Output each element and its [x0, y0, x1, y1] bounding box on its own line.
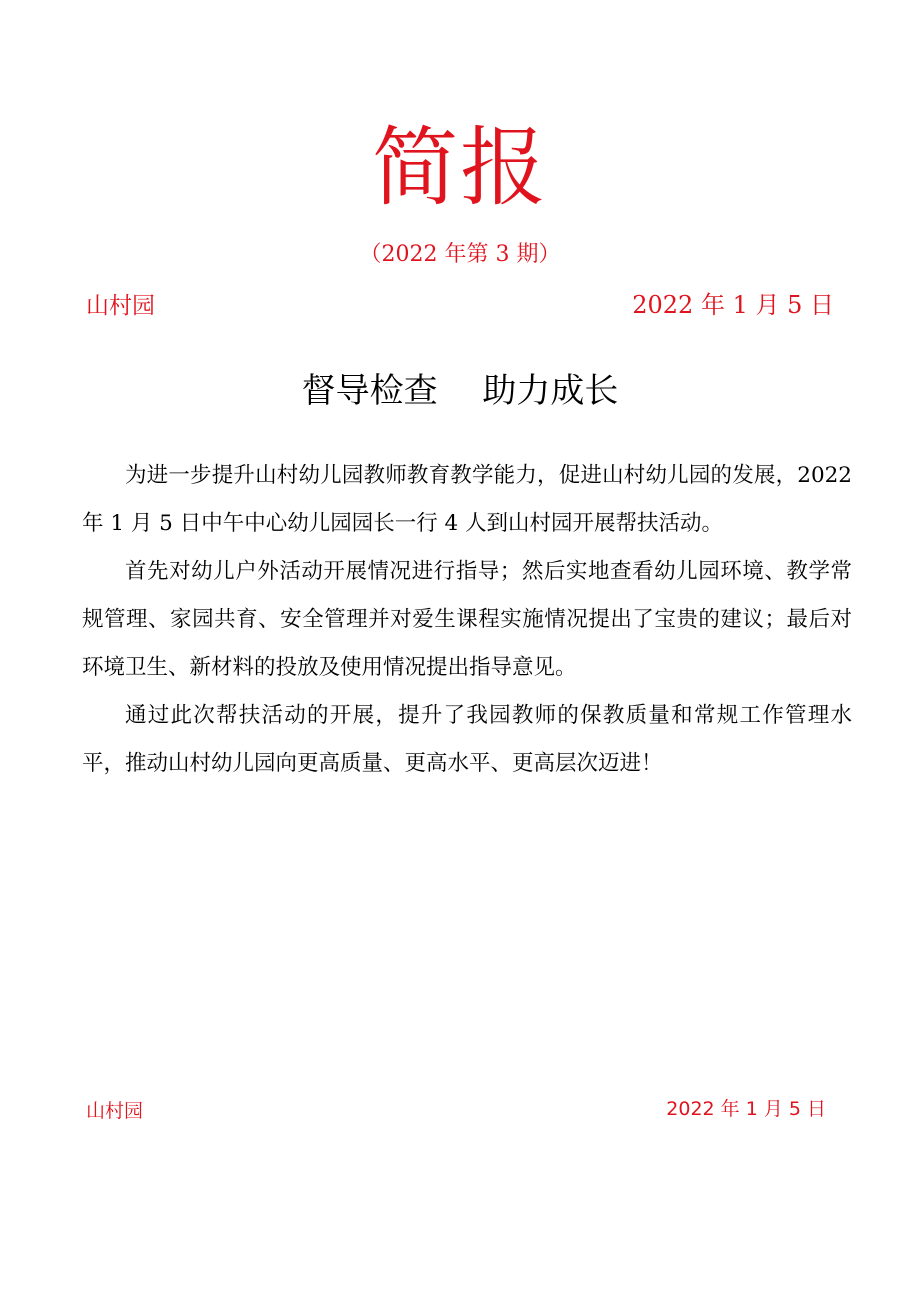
article-body: [82, 452, 852, 788]
issue-number: （2022 年第 3 期）: [359, 242, 561, 267]
header-organization: 山村园: [86, 293, 155, 319]
article-headline: 督导检查 助力成长: [301, 371, 619, 411]
footer-organization: 山村园: [86, 1100, 144, 1122]
header-date: 2022 年 1 月 5 日: [632, 291, 834, 319]
paragraph-2: 首先对幼儿户外活动开展情况进行指导；然后实地查看幼儿园环境、教学常规管理、家园共育、安全管理并对爱生课程实施情况提出了宝贵的建议；最后对环境卫生、新材料的投放及使用情况提出指导意见。: [82, 559, 852, 680]
bulletin-title: 简报: [372, 118, 548, 218]
paragraph-3: 通过此次帮扶活动的开展，提升了我园教师的保教质量和常规工作管理水平，推动山村幼儿园向更高质量、更高水平、更高层次迈进！: [82, 703, 852, 776]
paragraph-1: 为进一步提升山村幼儿园教师教育教学能力，促进山村幼儿园的发展，2022 年 1 月 5 日中午中心幼儿园园长一行 4 人到山村园开展帮扶活动。: [82, 463, 852, 536]
footer-date: 2022 年 1 月 5 日: [666, 1098, 826, 1120]
